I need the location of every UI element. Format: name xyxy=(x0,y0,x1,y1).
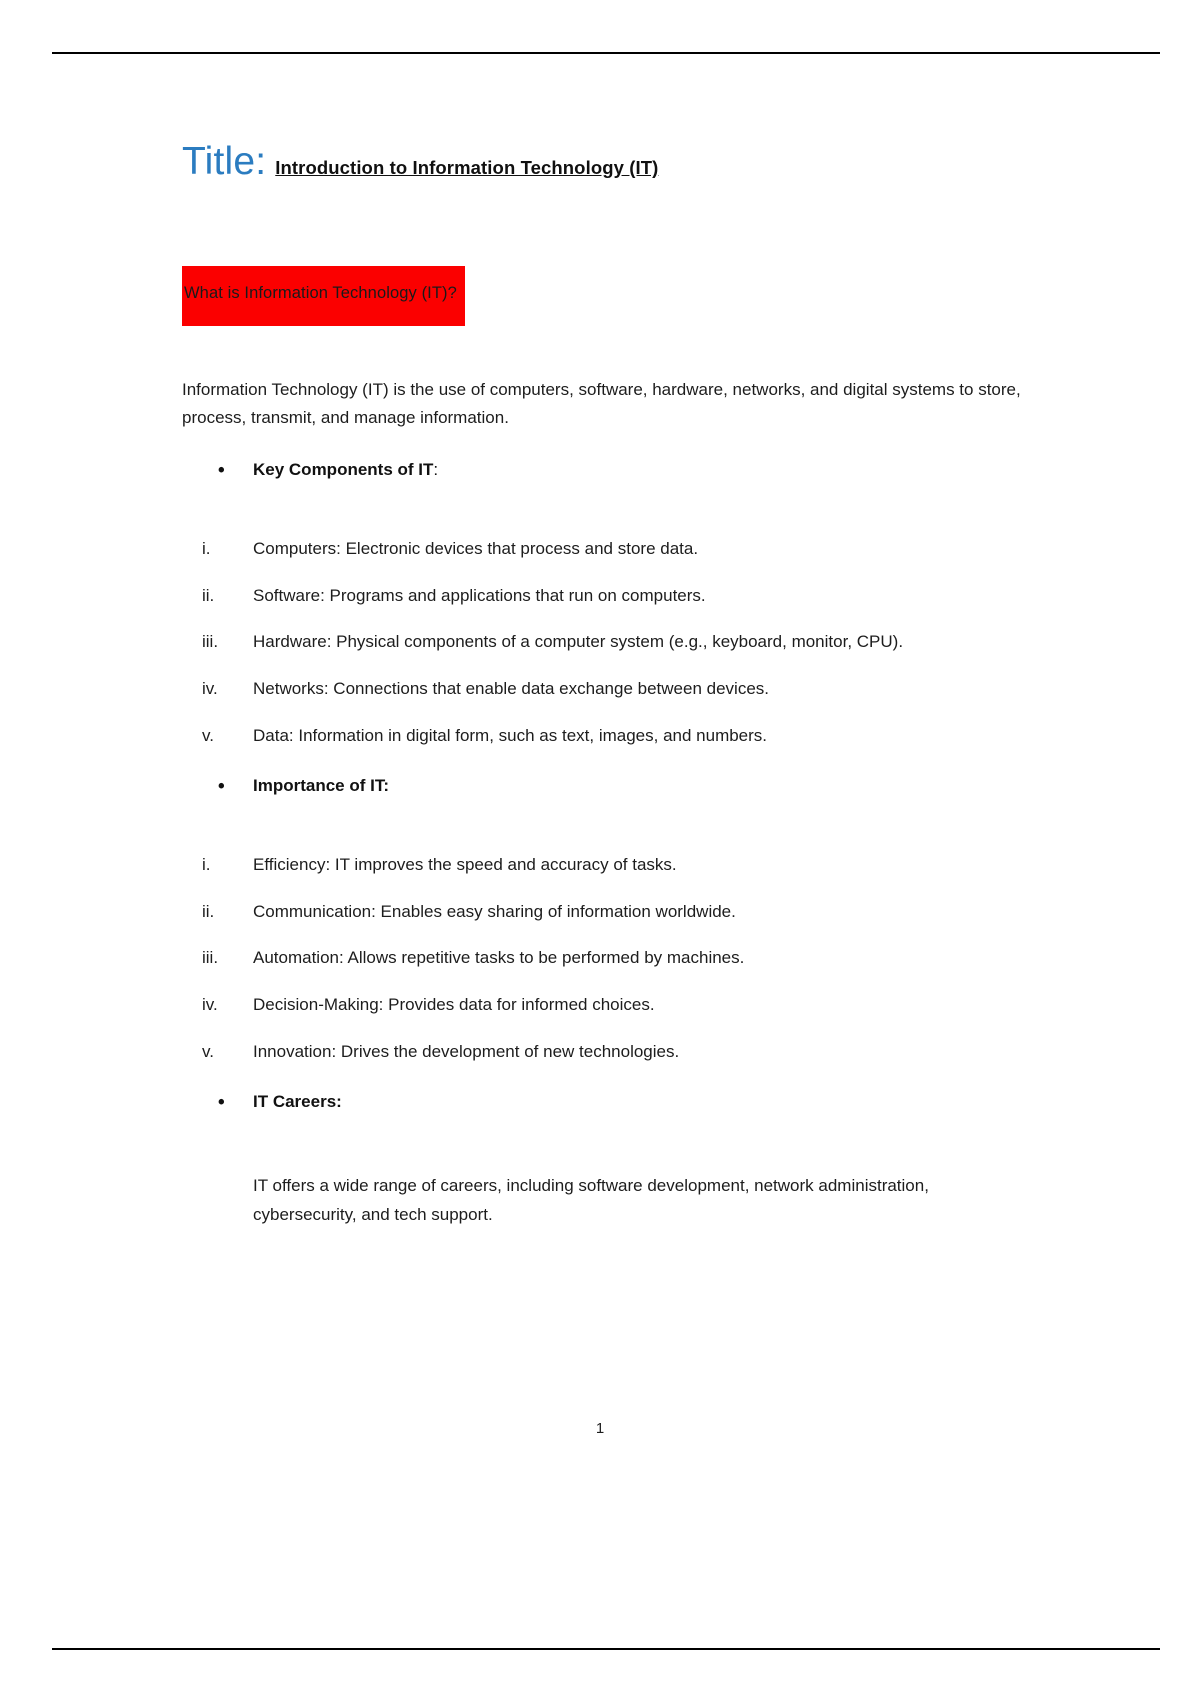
bullet-dot-icon: • xyxy=(218,775,225,797)
spacer xyxy=(182,480,1062,514)
list-marker: ii. xyxy=(202,585,215,605)
list-marker: ii. xyxy=(202,901,215,921)
bullet-dot-icon: • xyxy=(218,459,225,481)
bullet-importance xyxy=(182,776,1062,796)
list-item xyxy=(182,537,1062,561)
list-item-text: Software: Programs and applications that run on computers. xyxy=(253,585,706,605)
list-item xyxy=(182,724,1062,748)
careers-paragraph: IT offers a wide range of careers, including software development, network administration, cybersecurity, and tech support. xyxy=(253,1175,929,1224)
title-value: Introduction to Information Technology (IT) xyxy=(275,157,659,178)
page-number: 1 xyxy=(595,1420,605,1437)
list-item xyxy=(182,1040,1062,1064)
list-item-text: Data: Information in digital form, such as text, images, and numbers. xyxy=(253,726,768,746)
list-item xyxy=(182,584,1062,608)
footer-rule xyxy=(52,1648,1160,1650)
list-item-text: Innovation: Drives the development of new technologies. xyxy=(253,1042,680,1062)
list-item-text: Decision-Making: Provides data for informed choices. xyxy=(253,995,655,1015)
list-item-text: Automation: Allows repetitive tasks to be performed by machines. xyxy=(253,948,745,968)
list-importance xyxy=(182,853,1062,1064)
highlighted-heading: What is Information Technology (IT)? xyxy=(182,266,465,326)
list-item xyxy=(182,853,1062,877)
bullet-it-careers xyxy=(182,1092,1062,1112)
bullet-label-suffix: : xyxy=(433,459,439,479)
header-rule xyxy=(52,52,1160,54)
list-item xyxy=(182,900,1062,924)
list-item-text: Hardware: Physical components of a computer system (e.g., keyboard, monitor, CPU). xyxy=(253,632,904,652)
list-marker: v. xyxy=(202,726,214,746)
list-marker: iii. xyxy=(202,948,219,968)
list-marker: v. xyxy=(202,1042,214,1062)
list-marker: iv. xyxy=(202,679,218,699)
list-marker: i. xyxy=(202,854,211,874)
bullet-dot-icon: • xyxy=(218,1091,225,1113)
section-importance xyxy=(182,776,1062,796)
section-careers xyxy=(182,1092,1062,1112)
bullet-label: Importance of IT: xyxy=(253,775,390,795)
bullet-label: Key Components of IT xyxy=(253,459,434,479)
list-item xyxy=(182,946,1062,970)
document-title xyxy=(182,140,1062,184)
bullet-label: IT Careers: xyxy=(253,1091,342,1111)
spacer xyxy=(182,796,1062,830)
intro-paragraph: Information Technology (IT) is the use of computers, software, hardware, networks, and digital systems to store, process, transmit, and manage information. xyxy=(182,379,1021,427)
document-body xyxy=(182,120,1062,1247)
list-marker: i. xyxy=(202,538,211,558)
list-item-text: Networks: Connections that enable data exchange between devices. xyxy=(253,679,769,699)
list-item xyxy=(182,677,1062,701)
list-item-text: Communication: Enables easy sharing of information worldwide. xyxy=(253,901,736,921)
list-item xyxy=(182,993,1062,1017)
list-item xyxy=(182,630,1062,654)
list-item-text: Computers: Electronic devices that process and store data. xyxy=(253,538,699,558)
bullet-key-components xyxy=(182,460,1062,480)
list-key-components xyxy=(182,537,1062,748)
section-key-components xyxy=(182,460,1062,480)
list-marker: iii. xyxy=(202,632,219,652)
title-label: Title: xyxy=(182,140,267,183)
list-item-text: Efficiency: IT improves the speed and accuracy of tasks. xyxy=(253,854,677,874)
list-marker: iv. xyxy=(202,995,218,1015)
